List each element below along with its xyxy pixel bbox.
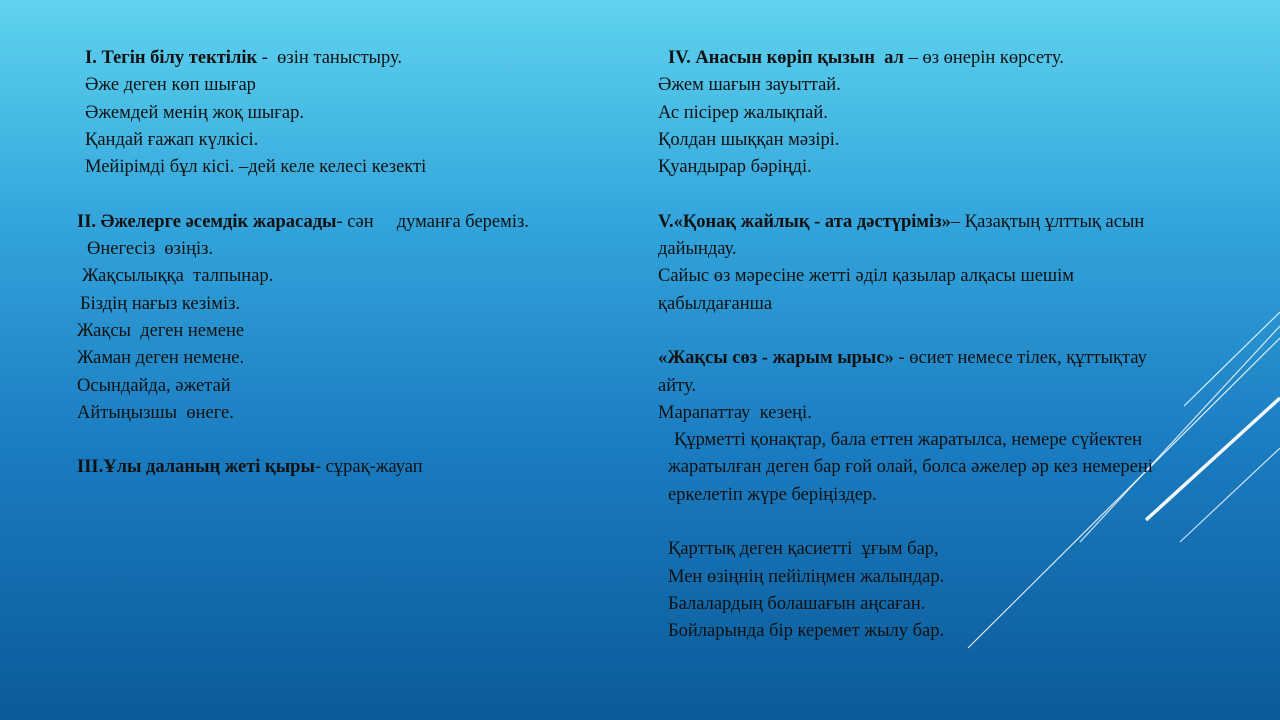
poem-line: Өнегесіз өзіңіз.: [87, 239, 214, 260]
section-5-heading: [658, 209, 1198, 264]
poem-line: Айтыңызшы өнеге.: [77, 402, 234, 423]
poem-line: Қандай ғажап күлкісі.: [85, 129, 259, 150]
poem-line: Бойларында бір керемет жылу бар.: [668, 621, 945, 642]
section-1-desc: - өзін таныстыру.: [257, 48, 403, 68]
poem-line: Әжемдей менің жоқ шығар.: [85, 102, 304, 123]
section-2-desc: - сән думанға береміз.: [336, 211, 529, 232]
section-3-heading: [77, 454, 637, 481]
poem-line: Жақсы деген немене: [77, 320, 245, 341]
poem-line: Мен өзіңнің пейіліңмен жалындар.: [668, 566, 945, 587]
poem-line: Біздің нағыз кезіміз.: [80, 293, 241, 314]
poem-line: Қарттық деген қасиетті ұғым бар,: [668, 539, 939, 560]
section-1-title: І. Тегін білу тектілік: [85, 48, 258, 68]
poem-line: Әжем шағын зауыттай.: [658, 75, 841, 96]
poem-line: Мейірімді бұл кісі. –дей келе келесі кезекті: [85, 157, 427, 178]
closing-paragraph: Құрметті қонақтар, бала еттен жаратылса, немере сүйектен жаратылған деген бар ғой олай, болса әжелер әр кез немерені еркелетіп жүре беріңіздер.: [668, 430, 1153, 505]
section-4-title: IV. Анасын көріп қызын ал: [668, 48, 904, 68]
section-6-desc: - өсиет немесе тілек, құттықтау айту.: [658, 348, 1147, 396]
poem-line: Осындайда, әжетай: [77, 375, 231, 396]
poem-line: Балалардың болашағын аңсаған.: [668, 593, 926, 614]
section-3-title: ІІІ.Ұлы даланың жеті қыры: [77, 457, 315, 478]
poem-line: Жақсылыққа талпынар.: [82, 266, 274, 287]
award-stage: Марапаттау кезеңі.: [658, 402, 812, 423]
section-4-heading: [658, 45, 1198, 72]
section-4-desc: – өз өнерін көрсету.: [903, 48, 1064, 68]
section-2-heading: [77, 209, 637, 236]
left-column: [77, 45, 637, 482]
poem-line: Әже деген көп шығар: [85, 75, 256, 96]
right-column: [658, 45, 1198, 646]
poem-line: Қолдан шыққан мәзірі.: [658, 129, 840, 150]
section-2-title: ІІ. Әжелерге әсемдік жарасады: [77, 211, 337, 232]
section-5-desc: – Қазақтың ұлттық асын дайындау.: [658, 211, 1145, 260]
section-5-title: V.«Қонақ жайлық - ата дәстүріміз»: [658, 211, 951, 232]
section-6-heading: [658, 345, 1148, 400]
poem-line: Ас пісірер жалықпай.: [658, 102, 828, 123]
poem-line: Жаман деген немене.: [77, 348, 245, 369]
jury-note: Сайыс өз мәресіне жетті әділ қазылар алқасы шешім қабылдағанша: [658, 266, 1075, 314]
section-6-title: «Жақсы сөз - жарым ырыс»: [658, 348, 894, 369]
section-1-heading: [77, 45, 637, 72]
poem-line: Қуандырар бәріңді.: [658, 157, 812, 178]
section-3-desc: - сұрақ-жауап: [314, 457, 423, 478]
deco-line-1: [1184, 312, 1280, 406]
